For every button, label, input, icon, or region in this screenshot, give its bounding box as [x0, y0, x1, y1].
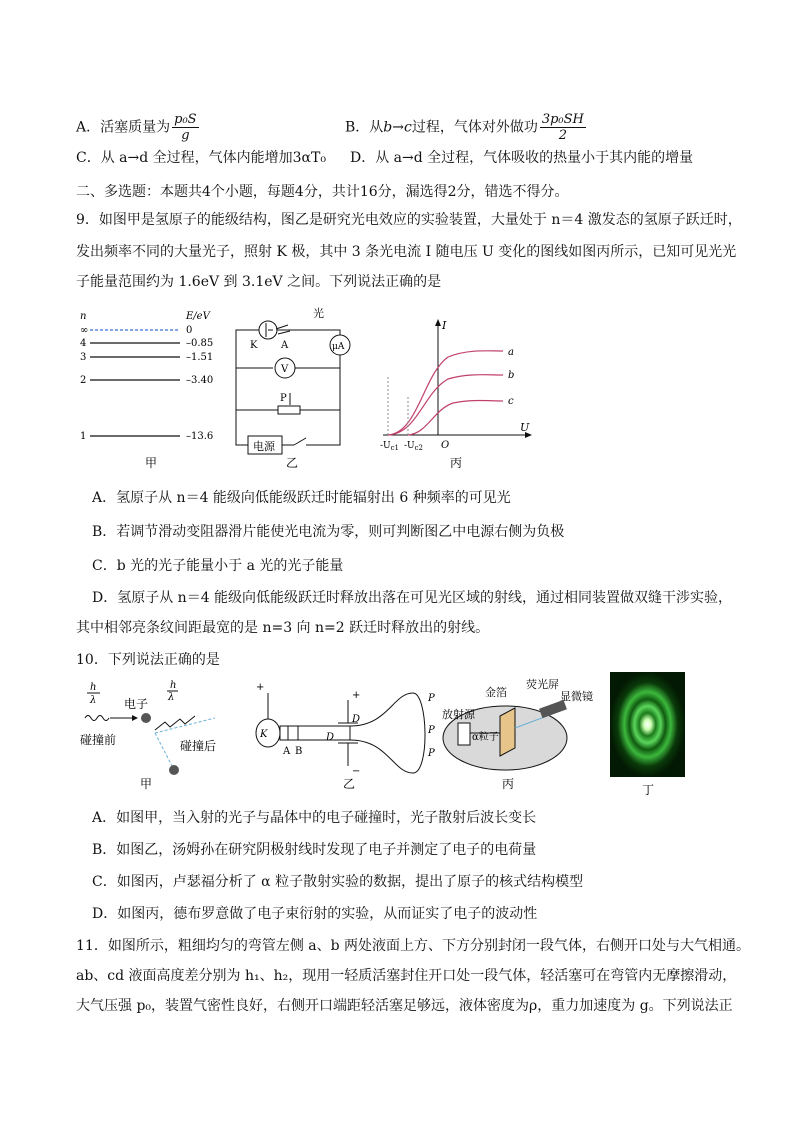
cathode-k: K [250, 340, 258, 351]
q9-stem-line1: 9．如图甲是氢原子的能级结构，图乙是研究光电效应的实验装置，大量处于 n＝4 激发态的氢原子跃迁时， [76, 212, 742, 228]
level-n-3: 3 [80, 352, 87, 363]
q11-line3: 大气压强 p₀，装置气密性良好，右侧开口端距轻活塞足够远，液体密度为ρ，重力加速度为 g。下列说法正 [76, 998, 733, 1014]
svg-text:λ: λ [168, 692, 175, 703]
q11-line2: ab、cd 液面高度差分别为 h₁、h₂，现用一轻质活塞封住开口处一段气体，轻活塞可在弯管内无摩擦滑动， [76, 968, 737, 984]
svg-text:D: D [326, 732, 335, 743]
fig-jia-label: 甲 [145, 456, 158, 470]
q9-option-a: A．氢原子从 n＝4 能级向低能级跃迁时能辐射出 6 种频率的可见光 [92, 490, 511, 506]
q10-option-d: D．如图丙，德布罗意做了电子束衍射的实验，从而证实了电子的波动性 [92, 906, 538, 922]
q8-option-b: B．从b→c过程，气体对外做功 $\frac{\text{3p₀SH}}{2}$ [345, 112, 584, 143]
svg-text:K: K [260, 729, 268, 740]
curve-c-label: c [508, 396, 514, 407]
voltmeter-label: V [281, 364, 289, 375]
q10-option-c: C．如图丙，卢瑟福分析了 α 粒子散射实验的数据，提出了原子的核式结构模型 [92, 874, 584, 890]
recoil-electron [169, 765, 179, 775]
before-label: 碰撞前 [80, 733, 117, 747]
level-n-1: 1 [80, 431, 87, 442]
q10-option-b: B．如图乙，汤姆孙在研究阴极射线时发现了电子并测定了电子的电荷量 [92, 842, 537, 858]
slider-p-label: P [280, 393, 287, 404]
level-n-infinity: ∞ [80, 325, 89, 336]
switch [294, 438, 306, 445]
level-e-4: –0.85 [186, 338, 214, 349]
q8-a-denominator: g [181, 128, 190, 143]
uc1-label: $-U_{c1}$ [380, 441, 400, 452]
q8-a-numerator: p₀S [174, 112, 197, 127]
gold-foil [500, 708, 515, 756]
light-label: 光 [313, 307, 324, 320]
q9-option-b: B．若调节滑动变阻器滑片能使光电流为零，则可判断图乙中电源右侧为负极 [92, 524, 565, 540]
rheostat [278, 406, 300, 414]
tube-bulb [350, 693, 425, 773]
svg-text:h: h [170, 680, 177, 691]
svg-text:+: + [256, 682, 265, 693]
svg-text:−: − [352, 766, 361, 777]
q9-iu-curves [378, 315, 538, 475]
fig-yi-label: 乙 [286, 456, 299, 470]
svg-text:α粒子: α粒子 [472, 732, 499, 743]
svg-text:放射源: 放射源 [442, 708, 475, 721]
svg-text:B: B [295, 746, 303, 757]
q10-diffraction-pattern [610, 672, 685, 797]
q10-compton-figure [80, 678, 250, 793]
fig-bing-label-q10: 丙 [502, 777, 515, 791]
origin-label: O [441, 440, 450, 451]
fig-bing-label: 丙 [450, 456, 463, 470]
section2-heading: 二、多选题：本题共4个小题，每题4分，共计16分，漏选得2分，错选不得分。 [76, 184, 569, 200]
fig-yi-label-q10: 乙 [343, 777, 356, 791]
q8-option-a: A．活塞质量为 $\frac{\text{p₀S}}{g}$ [76, 112, 197, 143]
level-n-4: 4 [80, 338, 87, 349]
svg-text:P: P [428, 725, 435, 736]
q8-b-numerator: 3p₀SH [541, 112, 584, 127]
svg-text:P: P [428, 693, 435, 704]
q9-option-c: C．b 光的光子能量小于 a 光的光子能量 [92, 558, 344, 574]
i-label: I [442, 319, 447, 332]
svg-text:P: P [428, 748, 435, 759]
q9-energy-level-diagram [70, 305, 230, 475]
q10-stem: 10．下列说法正确的是 [76, 652, 220, 668]
radiation-source [458, 723, 470, 745]
curve-b-label: b [508, 370, 515, 381]
svg-text:A: A [283, 746, 291, 757]
light-arrow [276, 325, 288, 329]
level-n-2: 2 [80, 375, 87, 386]
q9-stem-line2: 发出频率不同的大量光子，照射 K 极，其中 3 条光电流 I 随电压 U 变化的图线如图丙所示，已知可见光光 [76, 244, 737, 260]
q8-option-d: D．从 a→d 全过程，气体吸收的热量小于其内能的增量 [350, 150, 694, 166]
q10-option-a: A．如图甲，当入射的光子与晶体中的电子碰撞时，光子散射后波长变长 [92, 810, 537, 826]
curve-c [408, 401, 503, 436]
level-e-infinity: 0 [186, 325, 193, 336]
svg-text:金箔: 金箔 [485, 686, 507, 699]
electron-dot [141, 713, 151, 723]
q9-option-d-line1: D．氢原子从 n＝4 能级向低能级跃迁时释放出落在可见光区域的射线，通过相同装置做双缝干涉实验， [92, 590, 733, 606]
svg-text:荧光屏: 荧光屏 [526, 678, 559, 691]
q8-b-denominator: 2 [558, 128, 567, 143]
q9-option-d-line2: 其中相邻亮条纹间距最宽的是 n=3 向 n=2 跃迁时释放出的射线。 [76, 620, 490, 636]
energy-axis-label: E/eV [186, 311, 210, 322]
incident-photon [85, 716, 109, 721]
q9-stem-line3: 子能量范围约为 1.6eV 到 3.1eV 之间。下列说法正确的是 [76, 274, 442, 290]
q11-line1: 11．如图所示，粗细均匀的弯管左侧 a、b 两处液面上方、下方分别封闭一段气体，右侧开口处与大气相通。 [76, 938, 751, 954]
electron-label: 电子 [124, 697, 149, 711]
fig-jia-label-q10: 甲 [140, 777, 153, 791]
q10-cathode-ray-tube [248, 678, 438, 793]
svg-text:显微镜: 显微镜 [560, 690, 593, 703]
svg-text:h: h [90, 682, 97, 693]
svg-text:λ: λ [90, 695, 97, 706]
anode-a: A [281, 340, 289, 351]
fig-ding-label: 丁 [642, 783, 655, 797]
diffraction-rings [610, 672, 685, 777]
curve-a [388, 351, 503, 435]
q9-photoelectric-circuit [228, 305, 358, 475]
after-label: 碰撞后 [180, 739, 217, 753]
q10-rutherford-setup [440, 678, 610, 793]
level-e-3: –1.51 [186, 352, 214, 363]
uc2-label: $-U_{c2}$ [404, 441, 424, 452]
n-header: n [80, 311, 87, 322]
curve-a-label: a [508, 347, 514, 358]
level-e-2: –3.40 [186, 375, 214, 386]
svg-text:+: + [352, 690, 361, 701]
microammeter-label: μA [332, 342, 345, 352]
svg-text:D: D [352, 714, 361, 725]
u-label: U [520, 421, 530, 434]
q8-option-c: C．从 a→d 全过程，气体内能增加3αT₀ [76, 150, 326, 166]
power-label: 电源 [253, 440, 275, 453]
level-e-1: –13.6 [186, 431, 214, 442]
